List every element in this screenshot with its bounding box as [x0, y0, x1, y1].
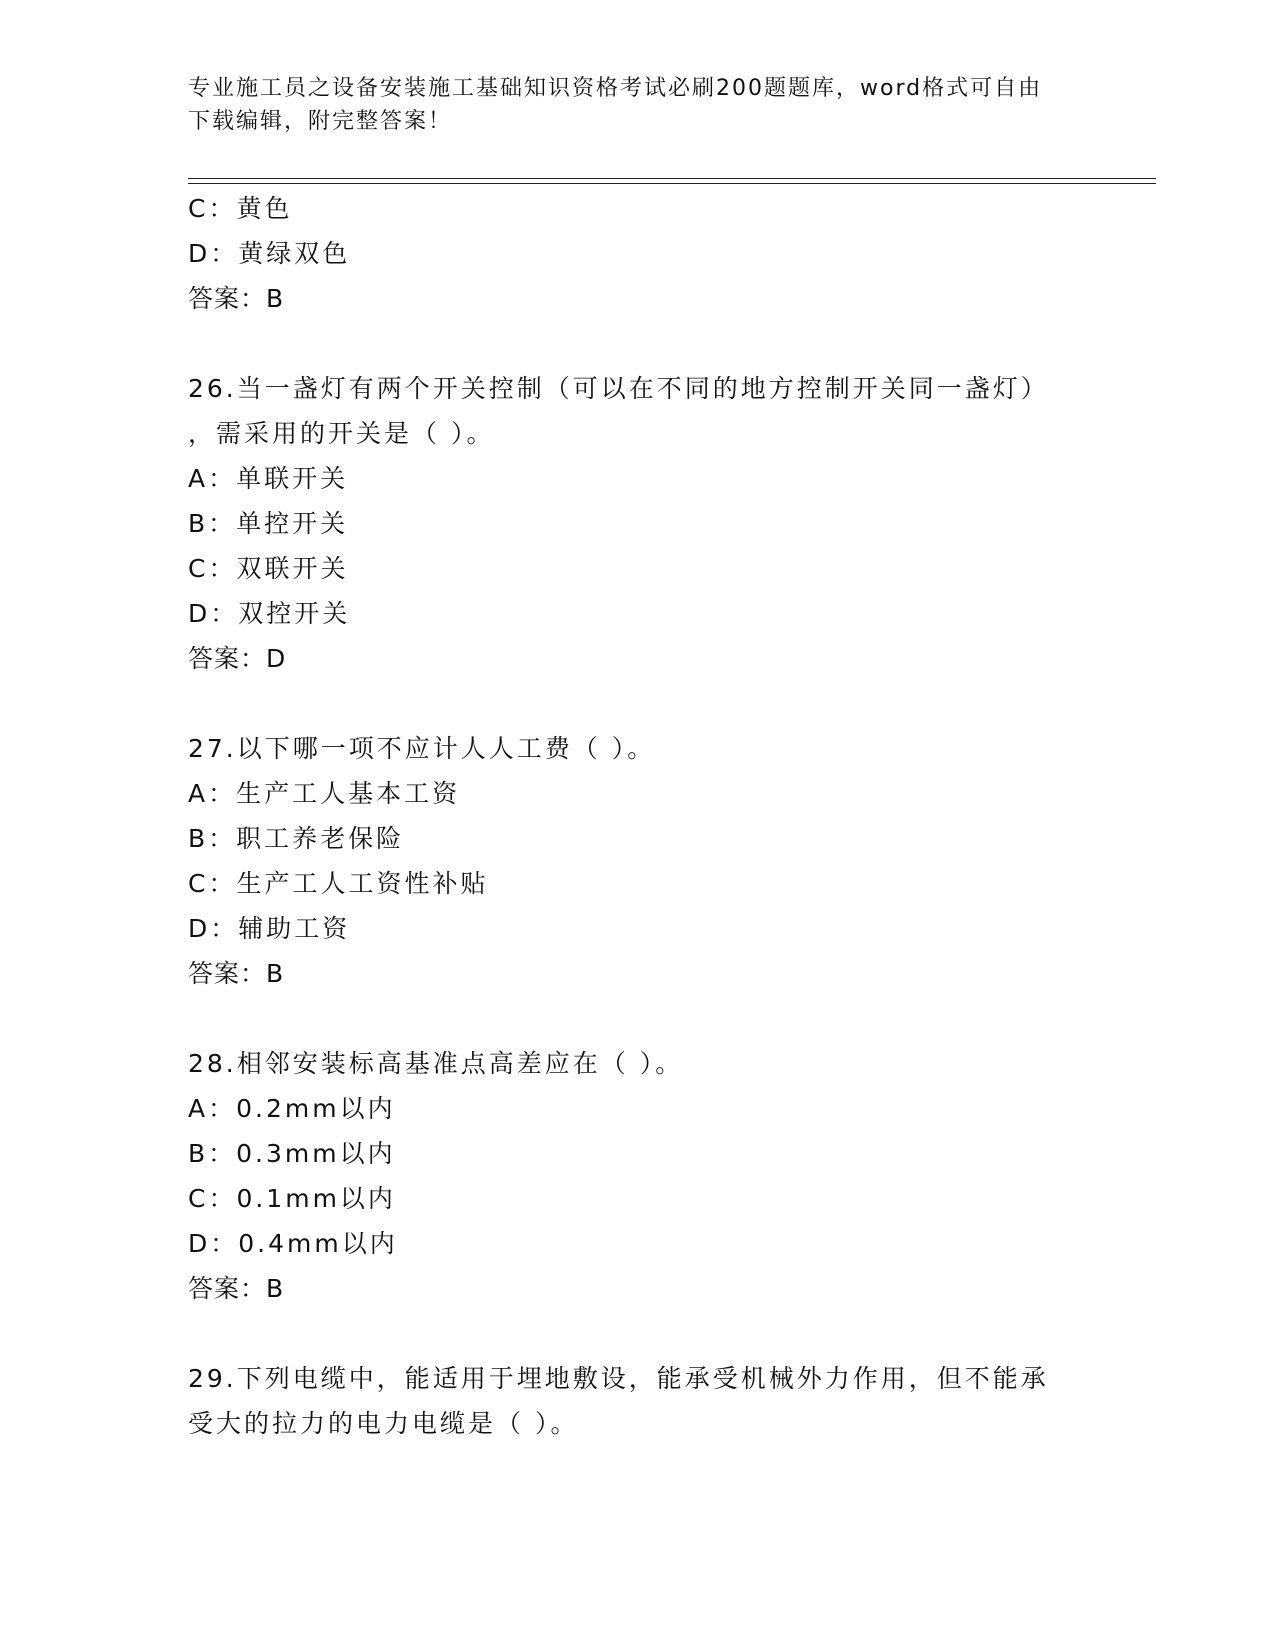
q29-stem-line-1: 29.下列电缆中，能适用于埋地敷设，能承受机械外力作用，但不能承 — [188, 1364, 1049, 1393]
header-divider-top — [188, 178, 1156, 179]
q25-option-c: C：黄色 — [188, 194, 293, 223]
q26-option-a: A：单联开关 — [188, 464, 349, 493]
q25-answer: 答案：B — [188, 284, 285, 313]
q29-stem-line-2: 受大的拉力的电力电缆是（ ）。 — [188, 1409, 579, 1438]
q27-option-a: A：生产工人基本工资 — [188, 779, 461, 808]
q27-option-d: D：辅助工资 — [188, 914, 351, 943]
q27-option-b: B：职工养老保险 — [188, 824, 405, 853]
q26-option-c: C：双联开关 — [188, 554, 349, 583]
q28-option-d: D：0.4mm以内 — [188, 1229, 398, 1258]
q28-answer: 答案：B — [188, 1274, 285, 1303]
q27-answer: 答案：B — [188, 959, 285, 988]
q25-option-d: D：黄绿双色 — [188, 239, 351, 268]
q26-stem-line-2: ，需采用的开关是（ ）。 — [188, 419, 495, 448]
page-header — [188, 72, 1088, 138]
q28-stem: 28.相邻安装标高基准点高差应在（ ）。 — [188, 1049, 684, 1078]
q27-option-c: C：生产工人工资性补贴 — [188, 869, 489, 898]
q26-stem-line-1: 26.当一盏灯有两个开关控制（可以在不同的地方控制开关同一盏灯） — [188, 374, 1049, 403]
header-divider-bottom — [188, 183, 1156, 184]
header-line-2: 下载编辑，附完整答案！ — [188, 109, 453, 134]
q28-option-c: C：0.1mm以内 — [188, 1184, 396, 1213]
q26-option-b: B：单控开关 — [188, 509, 349, 538]
q28-option-a: A：0.2mm以内 — [188, 1094, 396, 1123]
q26-answer: 答案：D — [188, 644, 287, 673]
header-line-1: 专业施工员之设备安装施工基础知识资格考试必刷200题题库，word格式可自由 — [188, 76, 1043, 101]
q26-option-d: D：双控开关 — [188, 599, 351, 628]
q28-option-b: B：0.3mm以内 — [188, 1139, 396, 1168]
q27-stem: 27.以下哪一项不应计人人工费（ ）。 — [188, 734, 656, 763]
